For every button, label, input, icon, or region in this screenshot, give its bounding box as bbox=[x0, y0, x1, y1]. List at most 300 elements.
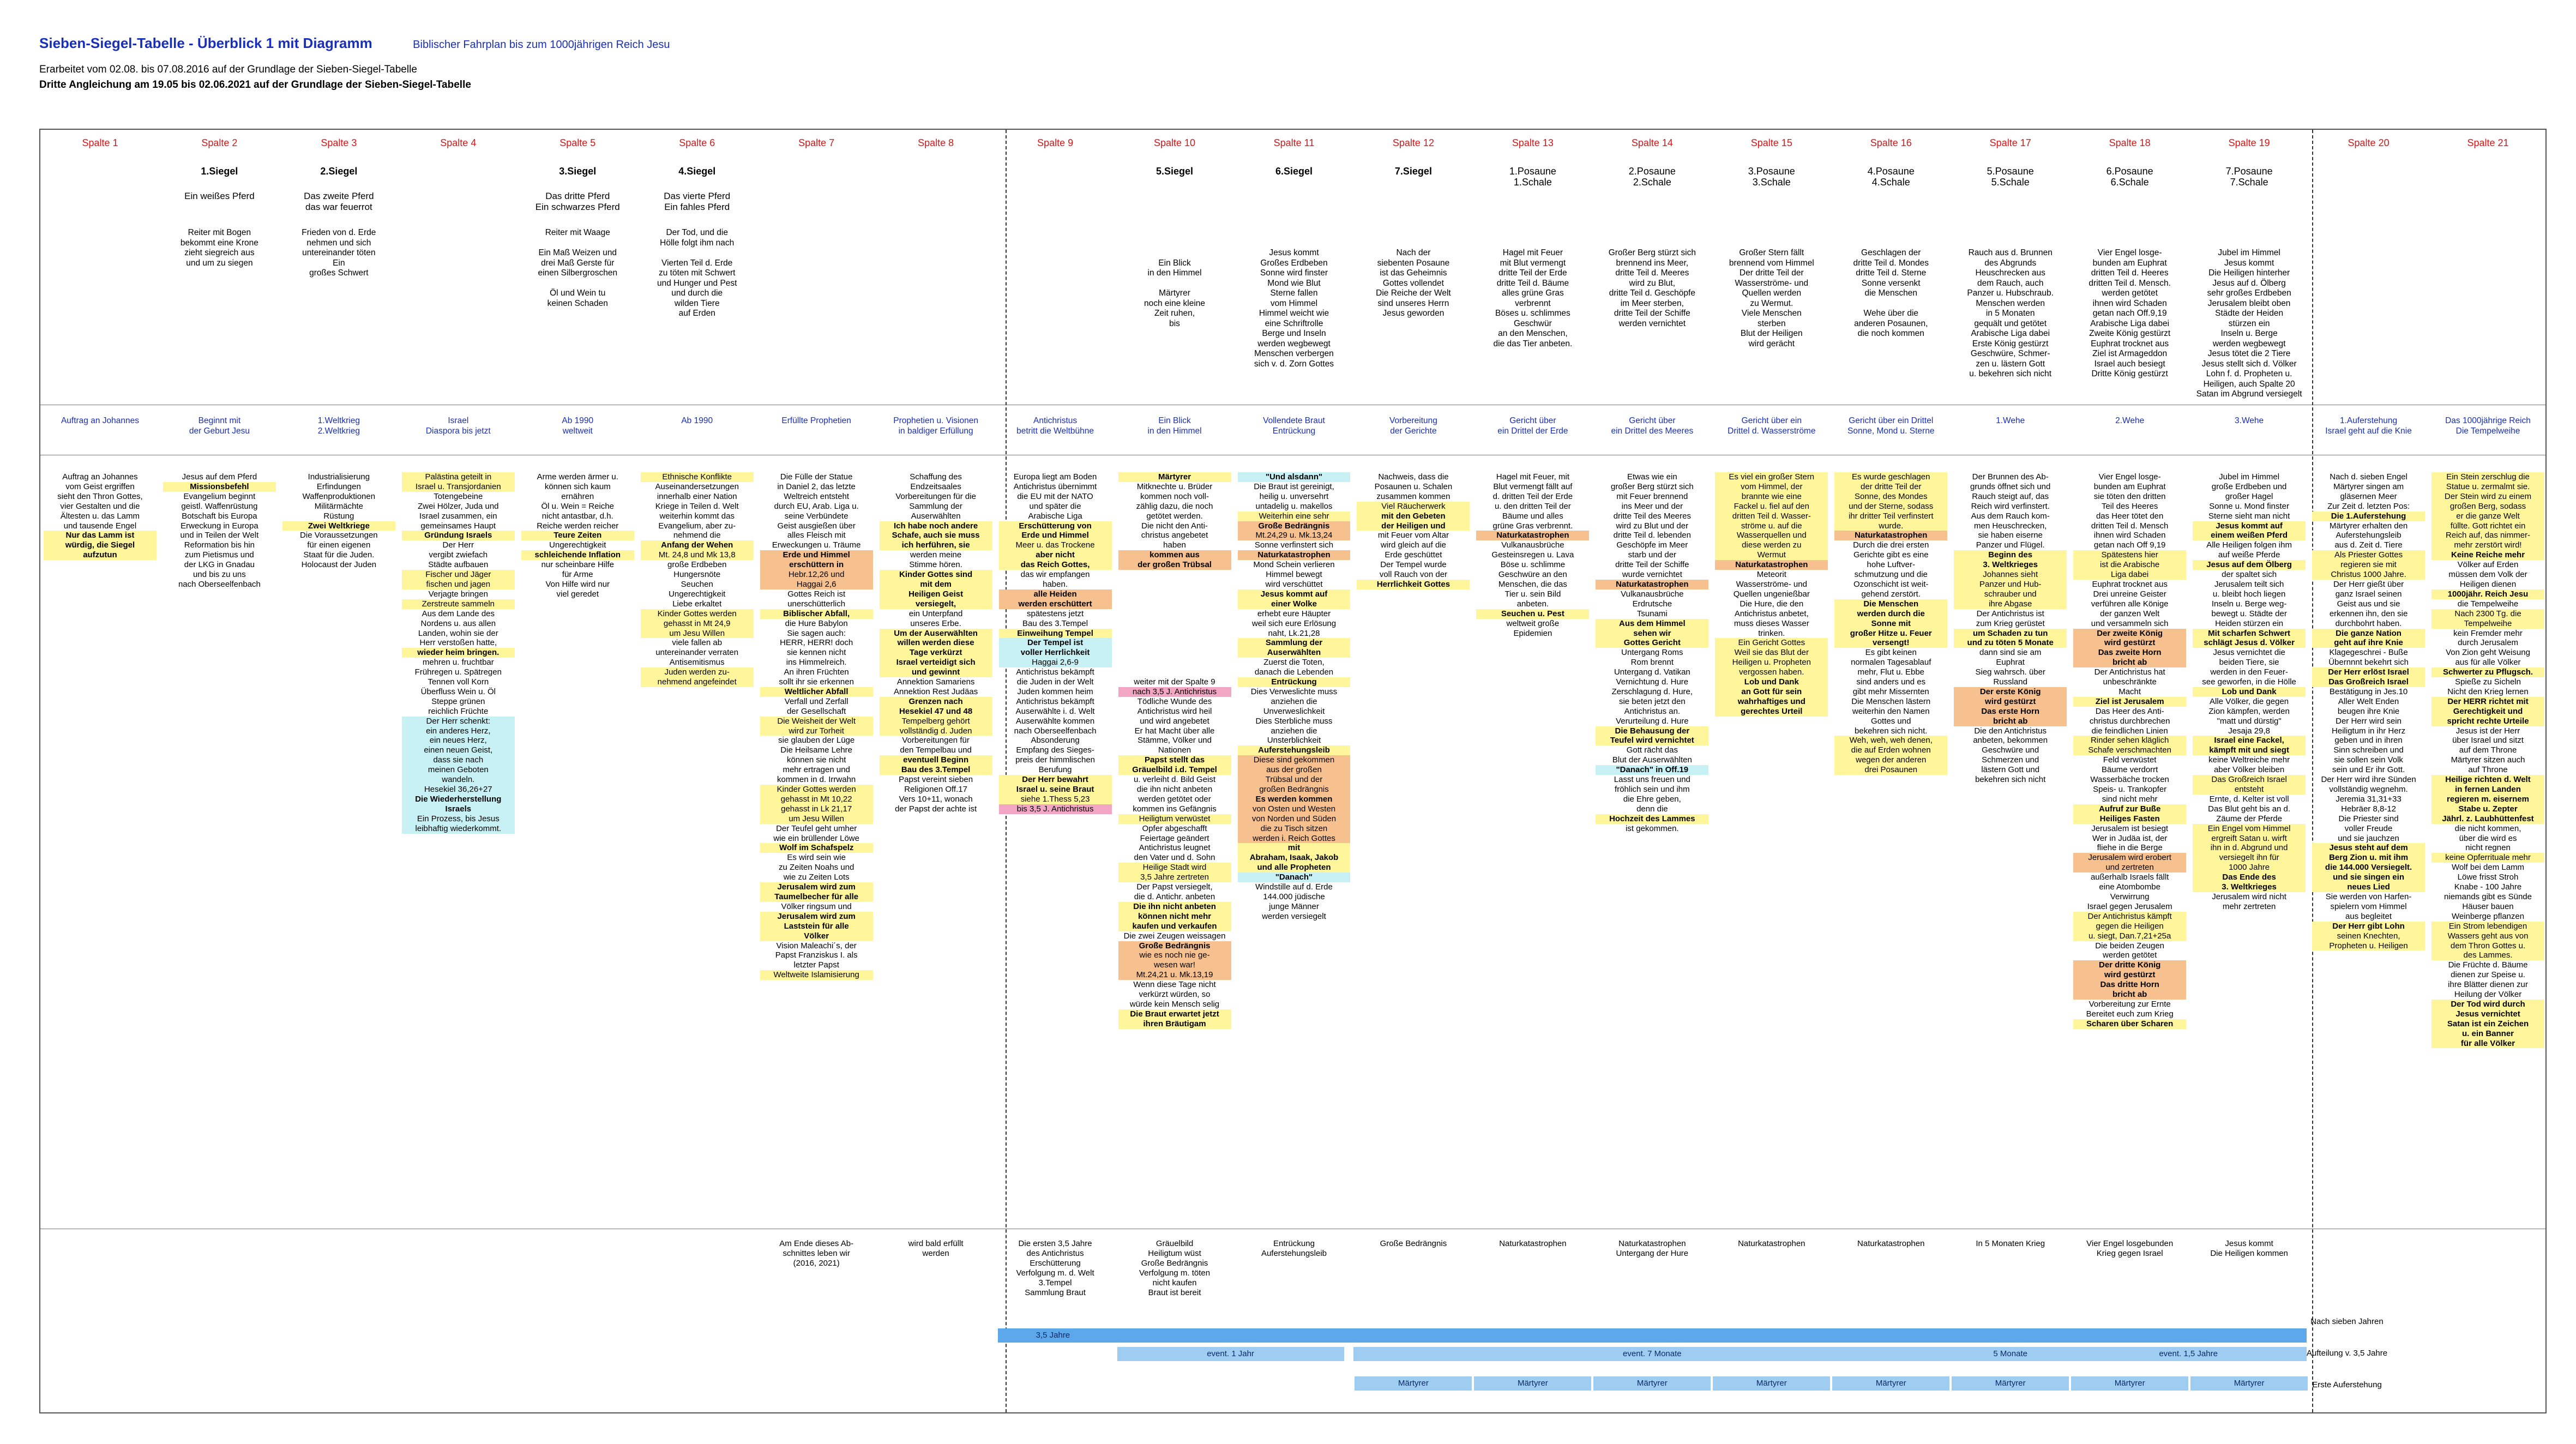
body-text: Verfall und Zerfall der Gesellschaft bbox=[784, 696, 848, 716]
body-text: Seuchen u. Pest bbox=[1476, 609, 1589, 619]
body-text: Die Wiederherstellung Israels bbox=[402, 795, 515, 814]
body-text: Der zweite König wird gestürzt bbox=[2073, 629, 2186, 648]
body-text: Weltweite Islamisierung bbox=[760, 970, 873, 980]
body-text: kommen aus der großen Trübsal bbox=[1118, 550, 1231, 570]
body-text: Durch die drei ersten Gerichte gibt es eine hohe Luftver- schmutzung und die Ozonschicht ist weit- gehend zerstört. bbox=[1853, 540, 1929, 599]
body-text: Papst vereint sieben Religionen Off.17 Vers 10+11, wonach der Papst der achte ist bbox=[895, 775, 977, 814]
body-text: Keine Reiche mehr bbox=[2431, 550, 2544, 560]
seal-description: Nach der siebenten Posaune ist das Geheimnis Gottes vollendet Die Reiche der Welt sind unseres Herrn Jesus geworden bbox=[1376, 248, 1451, 318]
timeline-bar-martyrs-18-label: Märtyrer bbox=[2114, 1379, 2145, 1388]
column-body bbox=[1596, 472, 1708, 834]
body-text: Als Priester Gottes regieren sie mit Christus 1000 Jahre. bbox=[2312, 550, 2425, 580]
timeline-right-label: Nach sieben Jahren bbox=[2310, 1317, 2384, 1326]
timeline-bar-martyrs-16-label: Märtyrer bbox=[1875, 1379, 1906, 1388]
body-text: Gott rächt das Blut der Auserwählten bbox=[1612, 745, 1692, 765]
period-label: Ab 1990 bbox=[681, 416, 713, 425]
timeline-bar-5-months bbox=[1951, 1347, 2070, 1361]
body-text: Haggai 2,6-9 bbox=[999, 658, 1112, 667]
seal-title: 5.Siegel bbox=[1156, 166, 1194, 177]
body-text: Weltlicher Abfall bbox=[760, 687, 873, 697]
body-text: Der Teufel geht umher wie ein brüllender Löwe bbox=[773, 823, 859, 843]
column-body bbox=[1954, 472, 2067, 785]
period-label: Gericht über ein Drittel der Erde bbox=[1497, 416, 1568, 436]
body-text: Ernte, d. Kelter ist voll Das Blut geht bis an d. Zäume der Pferde bbox=[2208, 794, 2291, 823]
body-text: Vorbereitung zur Ernte Bereitet euch zum Krieg bbox=[2086, 999, 2174, 1019]
seal-subtitle: Ein weißes Pferd bbox=[184, 191, 255, 201]
body-text: Dies Verweslichte muss anziehen die Unverweslichkeit Dies Sterbliche muss anziehen die Unsterblichkeit bbox=[1250, 687, 1338, 745]
body-text: Lasst uns freuen und fröhlich sein und ihm die Ehre geben, denn die bbox=[1614, 775, 1690, 814]
body-text: Große Bedrängnis bbox=[1118, 941, 1231, 951]
body-text: Etwas wie ein großer Berg stürzt sich mit Feuer brennend ins Meer und der dritte Teil des Meeres wird zu Blut und der dritte Teil d. lebenden Geschöpfe im Meer starb und der dritte Teil der Schiffe wurde vernichtet bbox=[1610, 472, 1694, 580]
period-label: Gericht über ein Drittel des Meeres bbox=[1611, 416, 1694, 436]
seal-title: 1.Posaune 1.Schale bbox=[1509, 166, 1556, 188]
period-label: Gericht über ein Drittel d. Wasserströme bbox=[1728, 416, 1816, 436]
column-12 bbox=[1353, 130, 1473, 1412]
timeline-bar-martyrs-19-label: Märtyrer bbox=[2234, 1379, 2265, 1388]
body-text: Israel verteidigt sich und gewinnt bbox=[880, 658, 992, 677]
body-text: Ein Engel vom Himmel ergreift Satan u. wirft ihn in d. Abgrund und versiegelt ihn für 1000 Jahre bbox=[2193, 824, 2306, 873]
body-text: Totengebeine Zwei Hölzer, Juda und Israel zusammen, ein gemeinsames Haupt bbox=[418, 491, 499, 531]
body-text: Palästina geteilt in Israel u. Transjordanien bbox=[402, 472, 515, 492]
body-text: Jesus kommt auf einer Wolke bbox=[1238, 589, 1351, 609]
timeline-bar-martyrs-15-label: Märtyrer bbox=[1756, 1379, 1787, 1388]
body-text: Feld verwüstet Bäume verdorrt Wasserbäche trocken Speis- u. Trankopfer sind nicht mehr bbox=[2090, 755, 2169, 804]
body-text: Naturkatastrophen bbox=[1596, 580, 1708, 589]
body-text: Erschütterung von Erde und Himmel bbox=[999, 521, 1112, 541]
column-body bbox=[1476, 472, 1589, 638]
body-text: Weiterhin eine sehr bbox=[1238, 512, 1351, 521]
body-text: die nicht kommen, über die wird es nicht regnen bbox=[2454, 823, 2521, 853]
page-title: Sieben-Siegel-Tabelle - Überblick 1 mit Diagramm bbox=[39, 35, 372, 51]
body-text: Große Bedrängnis bbox=[1238, 521, 1351, 531]
body-text: wieder heim bringen. bbox=[402, 648, 515, 658]
column-6 bbox=[637, 130, 757, 1412]
body-text: Die Menschen werden durch die Sonne mit großer Hitze u. Feuer versengt! bbox=[1834, 599, 1947, 648]
seal-description: Der Tod, und die Hölle folgt ihm nach Vierten Teil d. Erde zu töten mit Schwert und Hunger und Pest und durch die wilden Tiere auf Erden bbox=[657, 228, 737, 318]
body-text: Fischer und Jäger fischen und jagen bbox=[402, 570, 515, 589]
seal-description: Großer Stern fällt brennend vom Himmel Der dritte Teil der Wasserströme- und Quellen werden zu Wermut. Viele Menschen sterben Blut der Heiligen wird gerächt bbox=[1729, 248, 1814, 348]
column-number: Spalte 11 bbox=[1273, 137, 1315, 148]
body-text: Heilige Stadt wird 3,5 Jahre zertreten bbox=[1118, 863, 1231, 882]
body-text: weiter mit der Spalte 9 bbox=[1134, 677, 1215, 687]
body-text: Es wurde geschlagen der dritte Teil der Sonne, des Mondes und der Sterne, sodass ihr dritter Teil verfinstert wurde. bbox=[1834, 472, 1947, 531]
period-label: Auftrag an Johannes bbox=[61, 416, 139, 425]
column-2 bbox=[160, 130, 279, 1412]
timeline-bar-martyrs-17 bbox=[1952, 1376, 2069, 1391]
body-text: Die ihn nicht anbeten können nicht mehr kaufen und verkaufen bbox=[1118, 902, 1231, 931]
summary-text: Vier Engel losgebunden Krieg gegen Israel bbox=[2086, 1239, 2174, 1258]
body-text: Arme werden ärmer u. können sich kaum ernähren Öl u. Wein = Reiche nicht antastbar, d.h. Reiche werden reicher bbox=[537, 472, 619, 531]
seal-description: Hagel mit Feuer mit Blut vermengt dritte Teil der Erde dritte Teil d. Bäume alles grüne Gras verbrennt Böses u. schlimmes Geschwür an den Menschen, die das Tier anbeten. bbox=[1493, 248, 1573, 348]
body-text: Hebr.12,26 und Haggai 2,6 bbox=[760, 570, 873, 589]
body-text: Das zweite Horn bricht ab bbox=[2073, 648, 2186, 667]
body-text: sie glauben der Lüge Die Heilsame Lehre können sie nicht mehr ertragen und kommen in d. Irrwahn bbox=[777, 736, 856, 785]
body-text: Lob und Dank bbox=[2193, 687, 2306, 697]
body-text: Alle Heiligen folgen ihm auf weiße Pferde bbox=[2206, 540, 2292, 560]
body-text: Johannes sieht Panzer und Hub- schrauber und ihre Abgase bbox=[1954, 570, 2067, 609]
seal-title: 2.Posaune 2.Schale bbox=[1628, 166, 1676, 188]
seal-description: Reiter mit Waage Ein Maß Weizen und drei Maß Gerste für einen Silbergroschen Öl und Wein tu keinen Schaden bbox=[538, 228, 618, 308]
seal-title: 3.Siegel bbox=[559, 166, 597, 177]
body-text: Der erste König wird gestürzt bbox=[1954, 687, 2067, 707]
body-text: die Tempelweihe bbox=[2457, 599, 2519, 609]
body-text: außerhalb Israels fällt eine Atombombe Verwirrung Israel gegen Jerusalem bbox=[2087, 873, 2172, 911]
body-text: die Hure Babylon Sie sagen auch: HERR, HERR! doch sie kennen nicht ins Himmelreich. An ihren Früchten sollt ihr sie erkennen bbox=[779, 618, 854, 687]
body-text: Mitknechte u. Brüder kommen noch voll- zählig dazu, die noch getötet werden. Die nicht den Anti- christus angebetet haben bbox=[1136, 482, 1213, 550]
seal-subtitle: Das zweite Pferd das war feuerrot bbox=[304, 191, 374, 212]
timeline-right-label: Aufteilung v. 3,5 Jahre bbox=[2306, 1349, 2388, 1358]
column-number: Spalte 6 bbox=[679, 137, 715, 148]
summary-text: Naturkatastrophen bbox=[1857, 1239, 1925, 1248]
body-text: Gottes Reich ist unerschütterlich bbox=[787, 589, 846, 609]
body-text: Jesus kommt auf einem weißen Pferd bbox=[2193, 521, 2306, 541]
timeline-bar-martyrs-19 bbox=[2190, 1376, 2308, 1391]
body-text: das wir empfangen haben. bbox=[1020, 570, 1090, 589]
body-text: Hochzeit des Lammes bbox=[1596, 814, 1708, 824]
body-text: Aufruf zur Buße Heiliges Fasten bbox=[2073, 804, 2186, 824]
body-text: Herrlichkeit Gottes bbox=[1357, 580, 1470, 589]
body-text: Auftrag an Johannes vom Geist ergriffen sieht den Thron Gottes, vier Gestalten und die Ältesten u. das Lamm und tausende Engel bbox=[57, 472, 143, 531]
body-text: Der Herr erlöst Israel Das Großreich Israel bbox=[2312, 667, 2425, 687]
body-text: Mt. 24,8 und Mk 13,8 bbox=[641, 550, 754, 560]
period-label: Ab 1990 weltweit bbox=[562, 416, 594, 436]
body-text: Der Papst versiegelt, die d. Antichr. anbeten bbox=[1134, 882, 1215, 901]
column-body bbox=[282, 472, 395, 570]
seal-description: Vier Engel losge- bunden am Euphrat dritten Teil d. Heeres dritten Teil d. Mensch. werden getötet ihnen wird Schaden getan nach Off.9,19 Arabische Liga dabei Zweite König gestürzt Euphrat trocknet aus Ziel ist Armageddon Israel auch besiegt Dritte König gestürzt bbox=[2089, 248, 2171, 378]
body-text: Ich habe noch andere Schafe, auch sie muss ich herführen, sie bbox=[880, 521, 992, 551]
column-18 bbox=[2070, 130, 2189, 1412]
body-text: Völker ringsum und bbox=[781, 901, 852, 911]
column-13 bbox=[1473, 130, 1592, 1412]
body-text: Jubel im Himmel große Erdbeben und großer Hagel Sonne u. Mond finster Sterne sieht man nicht bbox=[2208, 472, 2290, 521]
body-text: Die den Antichristus anbeten, bekommen Geschwüre und Schmerzen und lästern Gott und bekehren sich nicht bbox=[1973, 726, 2048, 785]
info-line-created: Erarbeitet vom 02.08. bis 07.08.2016 auf der Grundlage der Sieben-Siegel-Tabelle bbox=[39, 64, 417, 75]
column-body bbox=[1715, 472, 1828, 717]
body-text: werden meine Stimme hören. bbox=[909, 550, 962, 570]
body-text: Beginn des 3. Weltkrieges bbox=[1954, 550, 2067, 570]
period-label: Prophetien u. Visionen in baldiger Erfüllung bbox=[893, 416, 978, 436]
timeline-bar-3-5-years bbox=[998, 1328, 2307, 1343]
column-7 bbox=[757, 130, 876, 1412]
page-subtitle: Biblischer Fahrplan bis zum 1000jährigen Reich Jesu bbox=[413, 39, 670, 51]
body-text: Wolf bei dem Lamm Löwe frisst Stroh Knabe - 100 Jahre niemands gibt es Sünde Häuser bauen Weinberge pflanzen bbox=[2444, 863, 2532, 921]
body-text: Jesus vernichtet die beiden Tiere, sie werden in den Feuer- see geworfen, in die Hölle bbox=[2202, 648, 2296, 687]
body-text: Annektion Samariens Annektion Rest Judäas bbox=[893, 677, 978, 696]
body-text: Zerstreute sammeln bbox=[402, 599, 515, 609]
summary-text: Am Ende dieses Ab- schnittes leben wir (2016, 2021) bbox=[779, 1239, 854, 1268]
body-text: Erde und Himmel erschüttern in bbox=[760, 550, 873, 570]
body-text: Heiligtum verwüstet bbox=[1118, 814, 1231, 824]
body-text: Der Antichristus kämpft gegen die Heiligen u. siegt, Dan.7,21+25a bbox=[2073, 912, 2186, 941]
seal-title: 1.Siegel bbox=[201, 166, 238, 177]
body-text: eventuell Beginn Bau des 3.Tempel bbox=[880, 755, 992, 775]
body-text: Nur das Lamm ist würdig, die Siegel aufzutun bbox=[44, 531, 157, 560]
body-text: erhebt eure Häupter weil sich eure Erlösung naht, Lk.21,28 bbox=[1251, 609, 1337, 638]
body-text: der spaltet sich Jerusalem teilt sich u. bleibt hoch liegen Inseln u. Berge weg- bewegt u. Städte der Heiden stürzen ein bbox=[2211, 570, 2287, 628]
body-text: Papst stellt das Gräuelbild i.d. Tempel bbox=[1118, 755, 1231, 775]
body-text: mit Feuer vom Altar wird gleich auf die Erde geschüttet Der Tempel wurde voll Rauch von der bbox=[1377, 531, 1449, 580]
body-text: Es wird sein wie zu Zeiten Noahs und wie zu Zeiten Lots bbox=[778, 853, 854, 882]
info-line-revised: Dritte Angleichung am 19.05 bis 02.06.2021 auf der Grundlage der Sieben-Siegel-Tabelle bbox=[39, 79, 471, 91]
body-text: Sammlung der Auserwählten bbox=[1238, 638, 1351, 658]
summary-text: Jesus kommt Die Heiligen kommen bbox=[2210, 1239, 2288, 1258]
body-text: kein Fremder mehr durch Jerusalem Von Zion geht Weisung aus für alle Völker bbox=[2446, 628, 2530, 667]
body-text: Auseinandersetzungen innerhalb einer Nation Kriege in Teilen d. Welt weiterhin kommt das Evangelium, aber zu- nehmend die bbox=[655, 482, 739, 540]
body-text: die 144.000 Versiegelt. und sie singen ein neues Lied bbox=[2312, 863, 2425, 892]
body-text: Das Ende des 3. Weltkrieges bbox=[2193, 873, 2306, 892]
seal-title: 5.Posaune 5.Schale bbox=[1987, 166, 2034, 188]
body-text: Rinder sehen kläglich Schafe verschmachten bbox=[2073, 736, 2186, 755]
body-text: Bestätigung in Jes.10 Aller Welt Enden beugen ihre Knie Der Herr wird sein Heiligtum in ihr Herz geben und in ihren Sinn schreiben und sie sollen sein Volk sein und Er ihr Gott. Der Herr wird ihre Sünden vollständig wegnehm. Jeremia 31,31+33 Hebräer 8,8-12 Die Priester sind voller Freude und sie jauchzen bbox=[2321, 687, 2416, 843]
body-text: Jesus auf dem Pferd bbox=[182, 472, 257, 482]
column-body bbox=[521, 472, 634, 599]
column-number: Spalte 8 bbox=[918, 137, 954, 148]
seal-description: Rauch aus d. Brunnen des Abgrunds Heuschrecken aus dem Rauch, auch Panzer u. Hubschraub. Menschen werden in 5 Monaten gequält und getötet Arabische Liga dabei Erste König gestürzt Geschwüre, Schmer- zen u. lästern Gott u. bekehren sich nicht bbox=[1967, 248, 2054, 378]
body-text: Euphrat trocknet aus Drei unreine Geister verführen alle Könige der ganzen Welt und versammeln sich bbox=[2091, 579, 2169, 628]
body-text: Ein Prozess, bis Jesus leibhaftig wiederkommt. bbox=[402, 814, 515, 834]
body-text: Jesus steht auf dem Berg Zion u. mit ihm bbox=[2312, 843, 2425, 863]
body-text: Ethnische Konflikte bbox=[641, 472, 754, 482]
column-number: Spalte 15 bbox=[1750, 137, 1792, 148]
body-text: 1000jähr. Reich Jesu bbox=[2431, 589, 2544, 599]
timeline-bar-martyrs-14-label: Märtyrer bbox=[1636, 1379, 1668, 1388]
body-text: Grenzen nach Hesekiel 47 und 48 bbox=[880, 697, 992, 717]
body-text: dann sind sie am Euphrat Sieg wahrsch. über Russland bbox=[1975, 648, 2045, 687]
body-text: Völker bbox=[760, 931, 873, 941]
body-text: Klagegeschrei - Buße Übernnnt bekehrt sich bbox=[2328, 648, 2409, 667]
body-text: Wolf im Schafspelz bbox=[760, 843, 873, 853]
column-body bbox=[641, 472, 754, 687]
body-text: Weh, weh, weh denen, die auf Erden wohnen wegen der anderen drei Posaunen bbox=[1834, 736, 1947, 775]
body-text: Aus dem Himmel sehen wir Gottes Gericht bbox=[1596, 619, 1708, 648]
column-number: Spalte 7 bbox=[798, 137, 835, 148]
timeline-bar-1-5-years bbox=[2070, 1347, 2307, 1361]
body-text: Kinder Gottes sind mit dem Heiligen Geist versiegelt, bbox=[880, 570, 992, 609]
body-text: siehe 1.Thess 5,23 bbox=[999, 795, 1112, 804]
body-text: Der Antichristus ist zum Krieg gerüstet bbox=[1976, 609, 2045, 628]
body-text: Die Fülle der Statue in Daniel 2, das letzte Weltreich entsteht durch EU, Arab. Liga u. seine Verbündete Geist ausgießen über alles Fleisch mit Erweckungen u. Träume bbox=[772, 472, 861, 550]
period-label: Ein Blick in den Himmel bbox=[1147, 416, 1202, 436]
timeline-bar-7-months-label: event. 7 Monate bbox=[1623, 1349, 1682, 1358]
body-text: Die Früchte d. Bäume dienen zur Speise u. ihre Blätter dienen zur Heilung der Völker bbox=[2448, 960, 2528, 1000]
body-text: schleichende Inflation bbox=[521, 550, 634, 560]
body-text: Schwerter zu Pflugsch. bbox=[2431, 667, 2544, 677]
body-text: Aus dem Lande des Nordens u. aus allen Landen, wohin sie der Herr verstoßen hatte, bbox=[418, 609, 498, 648]
body-text: Die zwei Zeugen weissagen bbox=[1123, 931, 1226, 941]
seal-description: Großer Berg stürzt sich brennend ins Meer, dritte Teil d. Meeres wird zu Blut, dritte Teil d. Geschöpfe im Meer sterben, dritte Teil der Schiffe werden vernichtet bbox=[1608, 248, 1696, 328]
period-label: Beginnt mit der Geburt Jesu bbox=[189, 416, 250, 436]
seal-title: 7.Posaune 7.Schale bbox=[2225, 166, 2273, 188]
body-text: Der dritte König wird gestürzt bbox=[2073, 960, 2186, 980]
body-text: Der Herr gibt Lohn bbox=[2312, 922, 2425, 931]
column-number: Spalte 10 bbox=[1154, 137, 1196, 148]
period-label: 1.Wehe bbox=[1996, 416, 2025, 425]
timeline-bar-martyrs-16 bbox=[1832, 1376, 1949, 1391]
body-text: Jesus ist der Herr über Israel und sitzt auf dem Throne Märtyrer sitzen auch auf Throne bbox=[2451, 726, 2525, 775]
body-text: Der Brunnen des Ab- grunds öffnet sich und Rauch steigt auf, das Reich wird verfinstert. Aus dem Rauch kom- men Heuschrecken, sie haben eiserne Panzer und Flügel. bbox=[1970, 472, 2051, 550]
body-text: Vulkanausbrüche Erdrutsche Tsunami bbox=[1621, 589, 1684, 618]
summary-text: Gräuelbild Heiligtum wüst Große Bedrängnis Verfolgung m. töten nicht kaufen Braut ist bereit bbox=[1139, 1239, 1211, 1297]
timeline-bar-7-months bbox=[1353, 1347, 1951, 1361]
summary-text: wird bald erfüllt werden bbox=[908, 1239, 964, 1258]
body-text: Naturkatastrophen bbox=[1834, 531, 1947, 540]
body-text: Mit scharfen Schwert schlägt Jesus d. Völker bbox=[2193, 629, 2306, 648]
timeline-right-label: Erste Auferstehung bbox=[2312, 1380, 2382, 1389]
column-body bbox=[1238, 472, 1351, 922]
timeline-bar-martyrs-17-label: Märtyrer bbox=[1995, 1379, 2026, 1388]
column-body bbox=[1834, 472, 1947, 775]
header bbox=[39, 35, 670, 91]
body-text: Die Braut ist gereinigt, heilig u. unversehrt untadelig u. makellos bbox=[1254, 482, 1334, 511]
body-text: aber nicht das Reich Gottes, bbox=[999, 550, 1112, 570]
body-text: weltweit große Epidemien bbox=[1506, 618, 1560, 638]
body-text: Gründung Israels bbox=[402, 531, 515, 540]
seal-table bbox=[39, 129, 2547, 1413]
body-text: Der Tempel ist voller Herrlichkeit bbox=[999, 638, 1112, 658]
timeline-bar-1-year bbox=[1117, 1347, 1344, 1361]
body-text: Jesus auf dem Ölberg bbox=[2193, 560, 2306, 570]
summary-text: Naturkatastrophen bbox=[1499, 1239, 1567, 1248]
body-text: Das Großreich Israel entsteht bbox=[2193, 775, 2306, 795]
body-text: Nach d. sieben Engel Märtyrer singen am gläsernen Meer Zur Zeit d. letzten Pos: bbox=[2327, 472, 2410, 511]
column-body bbox=[760, 472, 873, 980]
body-text: Ein Strom lebendigen Wassers geht aus von dem Thron Gottes u. des Lammes. bbox=[2431, 922, 2544, 961]
column-19 bbox=[2189, 130, 2309, 1412]
body-text: Jerusalem wird erobert und zertreten bbox=[2073, 853, 2186, 873]
body-text: Viel Räucherwerk bbox=[1357, 502, 1470, 512]
column-number: Spalte 18 bbox=[2109, 137, 2151, 148]
summary-text: Naturkatastrophen bbox=[1738, 1239, 1805, 1248]
body-text: Die 1.Auferstehung bbox=[2312, 512, 2425, 521]
timeline-bar-martyrs-12 bbox=[1355, 1376, 1472, 1391]
seal-subtitle: Das vierte Pferd Ein fahles Pferd bbox=[664, 191, 731, 212]
body-text: Tödliche Wunde des Antichristus wird heil und wird angebetet Er hat Macht über alle Stämme, Völker und Nationen bbox=[1134, 696, 1215, 755]
column-body bbox=[880, 472, 992, 814]
body-text: keine Weltreiche mehr aber Völker bleiben bbox=[2208, 755, 2290, 775]
period-label: Antichristus betritt die Weltbühne bbox=[1016, 416, 1094, 436]
period-label: 2.Wehe bbox=[2115, 416, 2145, 425]
column-body bbox=[2193, 472, 2306, 912]
seal-title: 4.Siegel bbox=[678, 166, 716, 177]
body-text: Kinder Gottes werden gehasst in Mt 10,22 gehasst in Lk 21,17 um Jesu Willen bbox=[760, 785, 873, 824]
seal-description: Frieden von d. Erde nehmen und sich untereinander töten Ein großes Schwert bbox=[302, 228, 376, 278]
body-text: Ziel ist Jerusalem bbox=[2073, 697, 2186, 707]
body-text: keine Opferrituale mehr bbox=[2431, 853, 2544, 863]
body-text: Missionsbefehl bbox=[163, 482, 276, 492]
column-3 bbox=[279, 130, 399, 1412]
body-text: Biblischer Abfall, bbox=[760, 609, 873, 619]
body-text: Jerusalem wird zum Taumelbecher für alle bbox=[760, 882, 873, 902]
column-body bbox=[163, 472, 276, 589]
column-5 bbox=[518, 130, 637, 1412]
column-15 bbox=[1712, 130, 1831, 1412]
body-text: Die Braut erwartet jetzt ihren Bräutigam bbox=[1118, 1009, 1231, 1029]
body-text: Es werden kommen bbox=[1238, 795, 1351, 804]
body-text: Tempelberg gehört vollständig d. Juden bbox=[880, 717, 992, 736]
column-4 bbox=[399, 130, 518, 1412]
body-text: von Osten und Westen von Norden und Süden die zu Tisch sitzen werden i. Reich Gottes bbox=[1238, 804, 1351, 844]
body-text: Der HERR richtet mit Gerechtigkeit und spricht rechte Urteile bbox=[2431, 697, 2544, 726]
timeline-bar-3-5-years-label: 3,5 Jahre bbox=[1036, 1331, 1070, 1340]
body-text: Vision Maleachi´s, der Papst Franziskus I. als letzter Papst bbox=[775, 941, 858, 970]
body-text: "Und alsdann" bbox=[1238, 472, 1351, 482]
body-text: Naturkatastrophen bbox=[1715, 560, 1828, 570]
body-text: Meer u. das Trockene bbox=[999, 540, 1112, 550]
body-text: Spieße zu Sicheln Nicht den Krieg lernen bbox=[2447, 677, 2529, 696]
seal-description: Geschlagen der dritte Teil d. Mondes dritte Teil d. Sterne Sonne versenkt die Menschen Wehe über die anderen Posaunen, die noch kommen bbox=[1853, 248, 1929, 338]
timeline-bar-1-5-years-label: event. 1,5 Jahre bbox=[2159, 1349, 2218, 1358]
column-8 bbox=[876, 130, 996, 1412]
body-text: Sie werden von Harfen- spielern vom Himmel aus begleitet bbox=[2325, 892, 2412, 921]
column-number: Spalte 3 bbox=[321, 137, 357, 148]
timeline-bar-1-year-label: event. 1 Jahr bbox=[1207, 1349, 1254, 1358]
column-number: Spalte 9 bbox=[1037, 137, 1074, 148]
body-text: Lob und Dank an Gott für sein wahrhaftiges und gerechtes Urteil bbox=[1715, 677, 1828, 717]
column-body bbox=[1118, 472, 1231, 1029]
timeline-bar-martyrs-14 bbox=[1593, 1376, 1711, 1391]
body-text: Das Heer des Anti- christus durchbrechen die feindlichen Linien bbox=[2089, 706, 2170, 736]
body-text: Vorbereitungen für den Tempelbau und bbox=[900, 736, 972, 755]
seal-description: Jubel im Himmel Jesus kommt Die Heiligen hinterher Jesus auf d. Ölberg sehr großes Erdbeben Jerusalem bleibt oben Städte der Heiden stürzen ein Inseln u. Berge werden wegbewegt Jesus tötet die 2 Tiere Jesus stellt sich d. Völker Lohn f. d. Propheten u. Heiligen, auch Spalte 20 Satan im Abgrund versiegelt bbox=[2196, 248, 2302, 399]
body-text: Auferstehungsleib bbox=[1238, 745, 1351, 755]
timeline-bar-martyrs-18 bbox=[2071, 1376, 2188, 1391]
period-label: Erfüllte Prophetien bbox=[781, 416, 851, 425]
column-body bbox=[44, 472, 157, 560]
body-text: große Erdbeben Hungersnöte Seuchen Ungerechtigkeit Liebe erkaltet bbox=[667, 560, 727, 609]
body-text: "Danach" bbox=[1238, 873, 1351, 882]
period-label: 1.Auferstehung Israel geht auf die Knie bbox=[2325, 416, 2412, 436]
body-text: mit den Gebeten der Heiligen und bbox=[1357, 512, 1470, 531]
timeline-bar-martyrs-13-label: Märtyrer bbox=[1517, 1379, 1548, 1388]
body-text: Verjagte bringen bbox=[428, 589, 488, 599]
body-text: Antichristus bekämpft die Juden in der Welt Juden kommen heim Antichristus bekämpft Auserwählte i. d. Welt Auserwählte kommen nach Oberseelfenbach Absonderung Empfang des Sieges- preis der himmlischen Berufung bbox=[1014, 667, 1097, 775]
body-text: Der Herr gießt über ganz Israel seinen Geist aus und sie erkennen ihn, den sie durchbohrt haben. bbox=[2329, 579, 2408, 628]
body-text: Juden werden zu- nehmend angefeindet bbox=[641, 667, 754, 687]
body-text: Diese sind gekommen aus der großen Trübsal und der großen Bedrängnis bbox=[1238, 755, 1351, 795]
body-text: Kinder Gottes werden gehasst in Mt 24,9 um Jesu Willen bbox=[641, 609, 754, 639]
period-label: Das 1000jährige Reich Die Tempelweihe bbox=[2445, 416, 2531, 436]
body-text: Die beiden Zeugen werden getötet bbox=[2095, 941, 2165, 960]
column-body bbox=[1357, 472, 1470, 589]
column-9 bbox=[996, 130, 1115, 1412]
body-text: Opfer abgeschafft Feiertage geändert Antichristus leugnet den Vater und d. Sohn bbox=[1134, 823, 1215, 863]
body-text: Es gibt keinen normalen Tagesablauf mehr, Flut u. Ebbe sind anders und es gibt mehr Missernten Die Menschen lästern weiterhin den Namen Gottes und bekehren sich nicht. bbox=[1851, 648, 1931, 736]
seal-title: 4.Posaune 4.Schale bbox=[1867, 166, 1915, 188]
seal-title: 2.Siegel bbox=[320, 166, 358, 177]
summary-text: Naturkatastrophen Untergang der Hure bbox=[1616, 1239, 1689, 1258]
body-text: Die ganze Nation geht auf ihre Knie bbox=[2312, 629, 2425, 648]
column-body bbox=[999, 472, 1112, 814]
seal-description: Jesus kommt Großes Erdbeben Sonne wird finster Mond wie Blut Sterne fallen vom Himmel Himmel weicht wie eine Schriftrolle Berge und Inseln werden wegbewegt Menschen verbergen sich v. d. Zorn Gottes bbox=[1254, 248, 1334, 369]
body-text: Jerusalem wird zum Laststein für alle bbox=[760, 912, 873, 931]
body-text: Teure Zeiten bbox=[521, 531, 634, 540]
seal-subtitle: Das dritte Pferd Ein schwarzes Pferd bbox=[535, 191, 620, 212]
body-text: Der Herr schenkt: ein anderes Herz, ein neues Herz, einen neuen Geist, dass sie nach meinen Geboten wandeln. Hesekiel 36,26+27 bbox=[402, 717, 515, 795]
column-10 bbox=[1115, 130, 1235, 1412]
body-text: Spätestens hier ist die Arabische Liga dabei bbox=[2073, 550, 2186, 580]
body-text: spätestens jetzt Bau des 3.Tempel bbox=[1022, 609, 1088, 628]
body-text: Ungerechtigkeit bbox=[549, 540, 606, 550]
timeline-bar-martyrs-12-label: Märtyrer bbox=[1398, 1379, 1429, 1388]
body-text: Zuerst die Toten, danach die Lebenden bbox=[1254, 658, 1334, 677]
body-text: Das erste Horn bricht ab bbox=[1954, 707, 2067, 726]
seal-title: 6.Siegel bbox=[1275, 166, 1313, 177]
column-17 bbox=[1951, 130, 2070, 1412]
body-text: Jerusalem ist besiegt Wer in Judäa ist, der fliehe in die Berge bbox=[2091, 823, 2169, 853]
timeline-bar-martyrs-15 bbox=[1713, 1376, 1830, 1391]
column-number: Spalte 14 bbox=[1631, 137, 1673, 148]
body-text: Die Behausung der Teufel wird vernichtet bbox=[1596, 726, 1708, 746]
